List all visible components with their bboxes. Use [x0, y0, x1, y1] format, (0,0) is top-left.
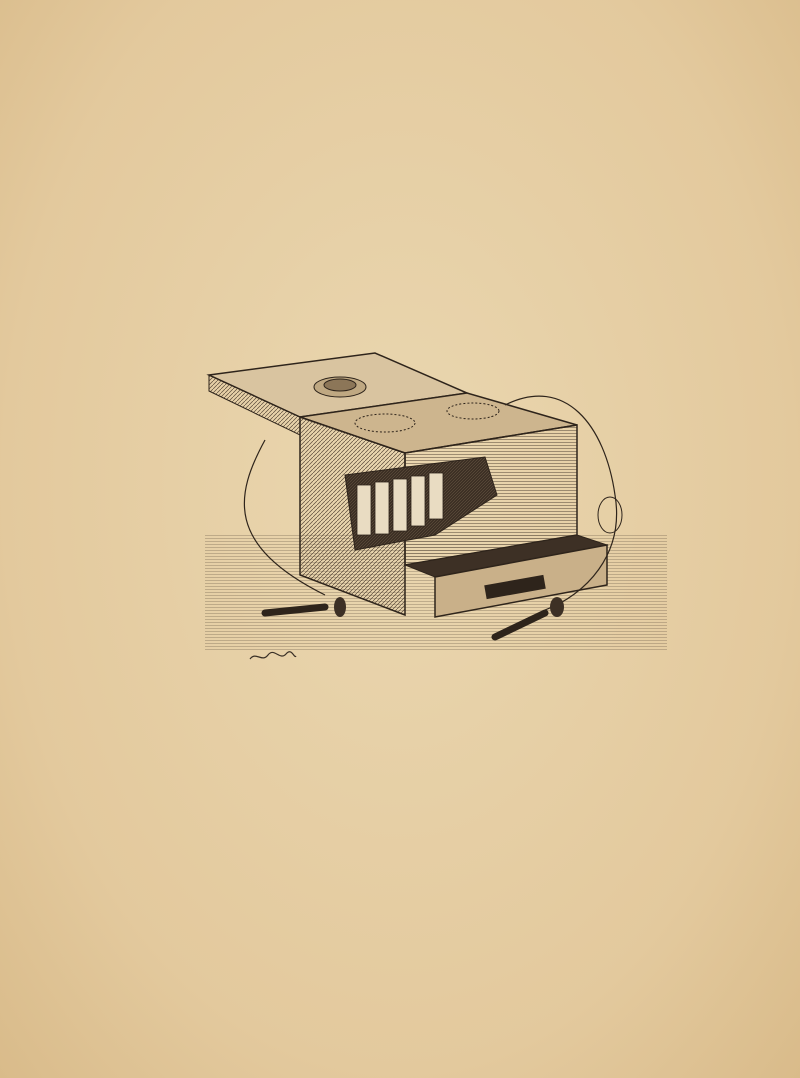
engraver-signature — [248, 649, 298, 665]
battery-engraving — [205, 345, 667, 670]
figure-battery-illustration — [205, 345, 667, 670]
